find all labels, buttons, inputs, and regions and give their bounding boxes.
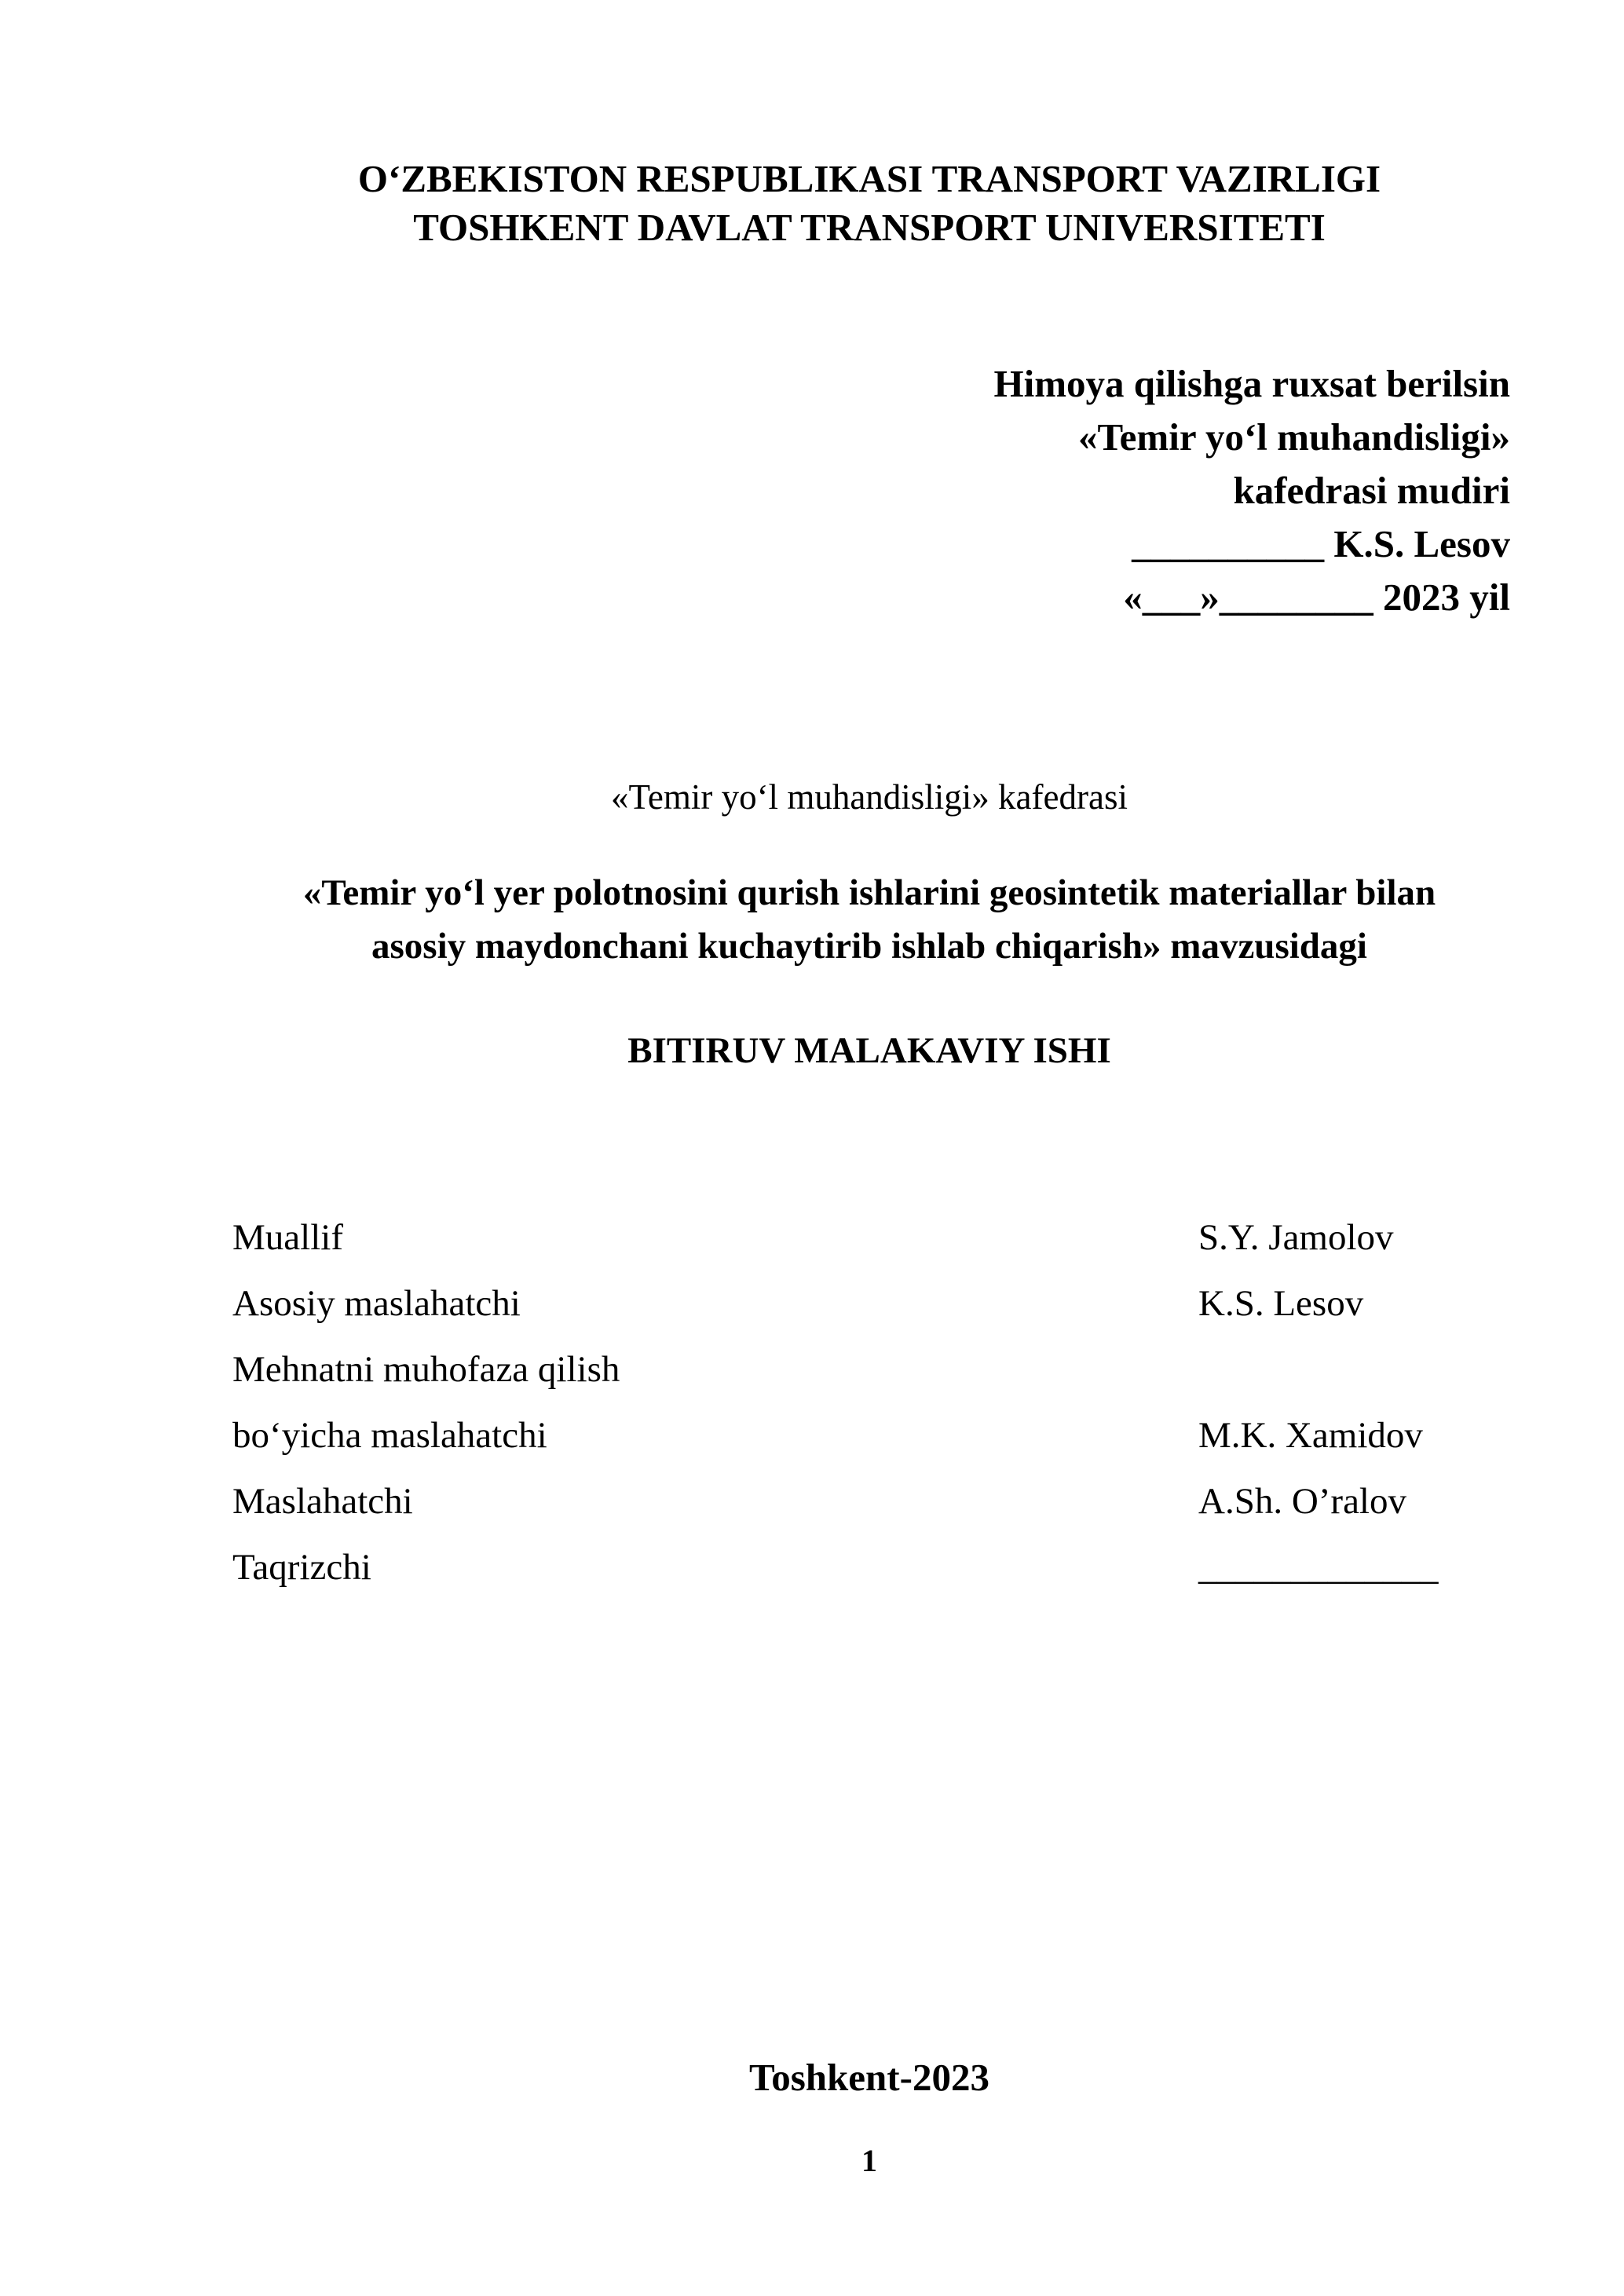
people-role: Muallif [232,1217,343,1258]
people-role: Taqrizchi [232,1547,371,1588]
people-role: Maslahatchi [232,1481,413,1522]
people-role: Asosiy maslahatchi [232,1283,521,1324]
approval-line: kafedrasi mudiri [1233,469,1510,512]
people-list [232,1205,1473,1600]
people-name: _____________ [1198,1547,1439,1588]
people-name: A.Sh. O’ralov [1198,1481,1406,1522]
city-year: Toshkent-2023 [749,2056,989,2099]
people-name: K.S. Lesov [1198,1283,1364,1324]
university-heading: TOSHKENT DAVLAT TRANSPORT UNIVERSITETI [413,206,1326,249]
approval-line: «Temir yo‘l muhandisligi» [1077,415,1510,459]
people-name: M.K. Xamidov [1198,1415,1423,1456]
page-number: 1 [861,2143,877,2178]
approval-line: Himoya qilishga ruxsat berilsin [993,362,1510,405]
thesis-topic [0,866,1624,973]
topic-line: asosiy maydonchani kuchaytirib ishlab chiqarish» mavzusidagi [371,926,1367,967]
approval-block [993,357,1510,624]
people-row [232,1402,1473,1468]
people-role: bo‘yicha maslahatchi [232,1415,547,1456]
department-name: «Temir yo‘l muhandisligi» kafedrasi [611,777,1128,817]
work-title: BITIRUV MALAKAVIY ISHI [627,1030,1111,1071]
people-row [232,1336,1473,1402]
approval-date-line: «___»________ 2023 yil [1123,576,1510,619]
people-role: Mehnatni muhofaza qilish [232,1349,620,1390]
people-row [232,1270,1473,1336]
ministry-heading: O‘ZBEKISTON RESPUBLIKASI TRANSPORT VAZIRLIGI [357,157,1381,200]
topic-line: «Temir yo‘l yer polotnosini qurish ishlarini geosintetik materiallar bilan [302,872,1436,913]
approval-signature-line: __________ K.S. Lesov [1132,522,1510,565]
people-name: S.Y. Jamolov [1198,1217,1394,1258]
people-row [232,1534,1473,1600]
people-row [232,1205,1473,1270]
people-row [232,1468,1473,1534]
